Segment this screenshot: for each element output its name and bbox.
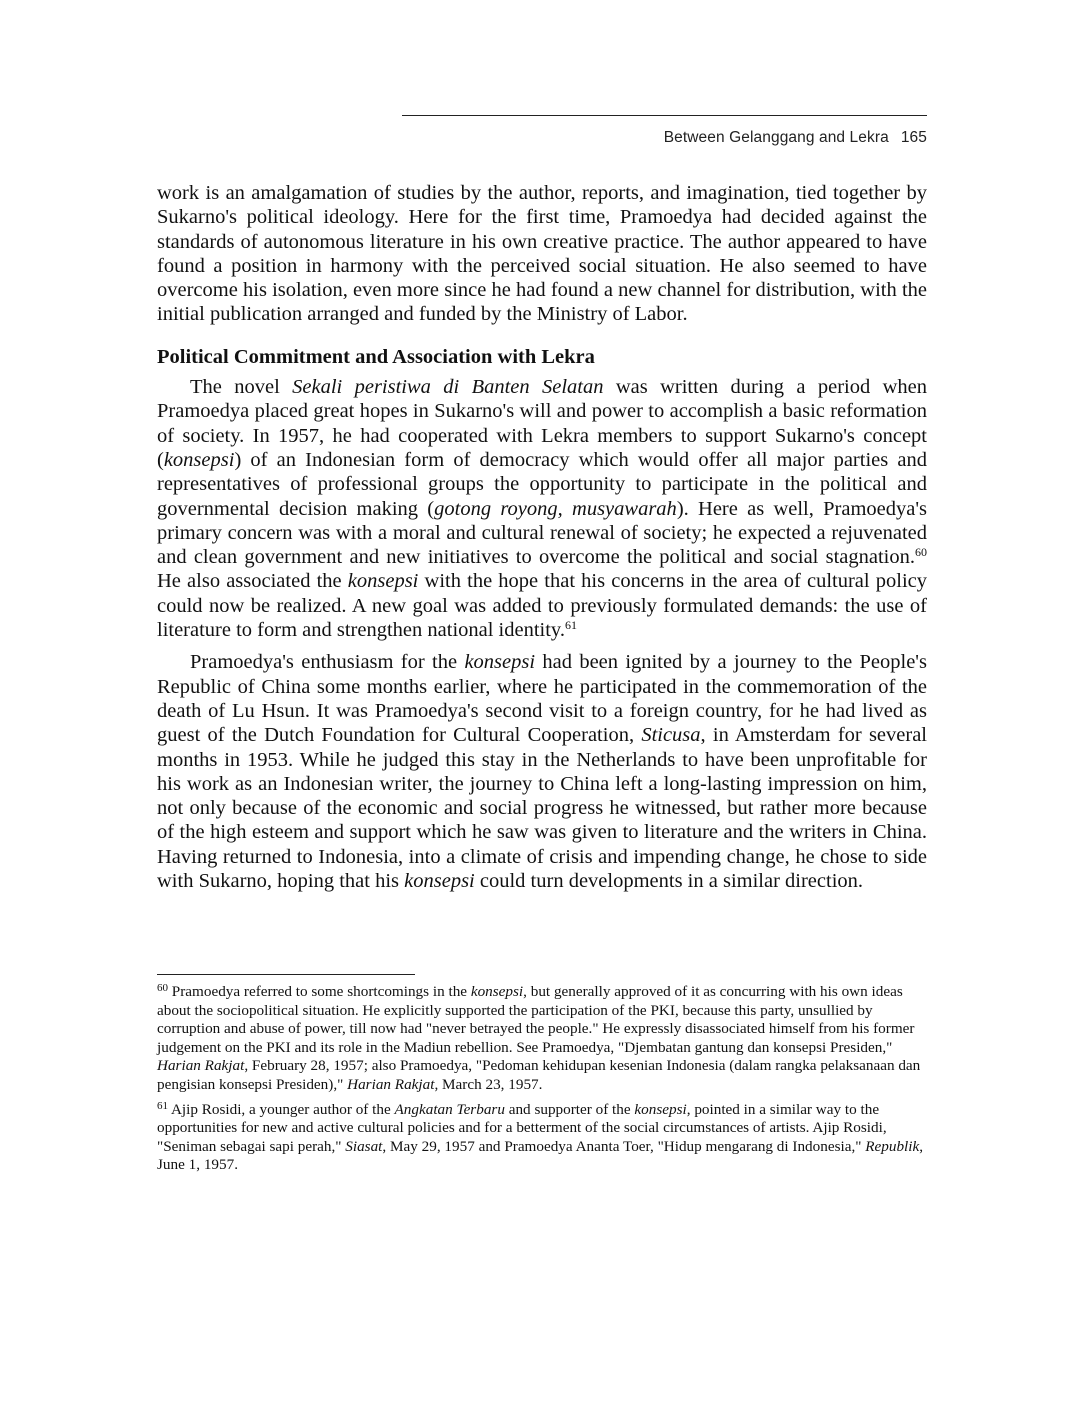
paragraph-2-text: He also associated the xyxy=(157,570,348,593)
term-konsepsi: konsepsi xyxy=(470,983,524,1000)
paragraph-2-text: ) of an Indonesian form of democracy which would offer all major parties and representatives of professional groups the opportunity to participate in the political and governmental decision making ( xyxy=(157,448,927,520)
term-konsepsi: konsepsi xyxy=(347,570,419,593)
paragraph-3-text: could turn developments in a similar direction. xyxy=(474,870,864,893)
section-heading: Political Commitment and Association with Lekra xyxy=(157,345,595,368)
footnote-text: , May 29, 1957 and Pramoedya Ananta Toer, "Hidup mengarang di Indonesia," xyxy=(382,1137,866,1155)
term-konsepsi: konsepsi xyxy=(404,870,475,893)
paragraph-2-text: with the hope that his concerns in the area of cultural policy could now be realized. A new goal was added to previously formulated demands: the use of literature to form and strengthen national identity. xyxy=(157,570,927,642)
paragraph-2-text: The novel xyxy=(190,376,293,399)
footnote-text: , March 23, 1957. xyxy=(434,1075,543,1093)
term-konsepsi: konsepsi xyxy=(634,1100,687,1118)
footnote-ref-60[interactable]: 60 xyxy=(915,545,927,560)
term-gotong-royong: gotong royong, musyawarah xyxy=(434,497,677,520)
footnote-text: , pointed in a similar way to the opportunities for new and active cultural policies and for a betterment of the social circumstances of artists. Ajip Rosidi, "Seniman sebagai sapi perah," xyxy=(157,1100,887,1155)
paragraph-2-text: was written during a period when Pramoedya placed great hopes in Sukarno's will and power to accomplish a basic reformation of society. In 1957, he had cooperated with Lekra members to support Sukarno's concept ( xyxy=(157,376,928,471)
footnotes xyxy=(157,983,927,1181)
footnote-ref-61[interactable]: 61 xyxy=(564,618,577,633)
paragraph-3 xyxy=(157,650,927,893)
paragraph-3-text: had been ignited by a journey to the People's Republic of China some months earlier, where he participated in the commemoration of the death of Lu Hsun. It was Pramoedya's second visit to a foreign country, for he had lived as guest of the Dutch Foundation for Cultural Cooperation, xyxy=(157,651,927,747)
term-sticusa: Sticusa xyxy=(641,724,701,747)
footnote-61 xyxy=(157,1101,927,1175)
footnote-text: Ajip Rosidi, a younger author of the xyxy=(168,1100,395,1118)
footnote-number: 60 xyxy=(157,982,168,994)
footnote-60 xyxy=(157,983,927,1095)
footnote-rule xyxy=(157,974,415,975)
paragraph-2 xyxy=(157,375,927,642)
paragraph-1: work is an amalgamation of studies by the author, reports, and imagination, tied together by Sukarno's political ideology. Here for the first time, Pramoedya had decided against the standards of autonomous literature in his own creative practice. The author appeared to have found a position in harmony with the perceived social situation. He also seemed to have overcome his isolation, even more since he had found a new channel for distribution, with the initial publication arranged and funded by the Ministry of Labor. xyxy=(157,182,927,326)
paragraph-3-text: , in Amsterdam for several months in 1953. While he judged this stay in the Netherlands to have been unprofitable for his work as an Indonesian writer, the journey to China left a long-lasting impression on him, not only because of the economic and social progress he witnessed, but rather more because of the high esteem and support which he saw was given to literature and the writers in China. Having returned to Indonesia, into a climate of crisis and impending change, he chose to side with Sukarno, hoping that his xyxy=(157,724,927,893)
footnote-number: 61 xyxy=(157,1099,168,1112)
page-number: 165 xyxy=(900,129,927,146)
novel-title: Sekali peristiwa di Banten Selatan xyxy=(292,376,604,399)
paragraph-2-text: ). Here as well, Pramoedya's primary concern was with a moral and cultural renewal of society; he expected a rejuvenated and clean government and new initiatives to overcome the political and social stagnation. xyxy=(157,497,928,569)
periodical-title: Republik xyxy=(865,1137,920,1155)
footnote-text: , but generally approved of it as concurring with his own ideas about the sociopolitical situation. He explicitly supported the participation of the PKI, because this party, unsullied by corruption and abuse of power, till now had "never betrayed the people." He expressly disassociated himself from his former judgement on the PKI and its role in the Madiun rebellion. See Pramoedya, "Djembatan gantung dan konsepsi Presiden," xyxy=(157,983,915,1056)
footnote-text: , February 28, 1957; also Pramoedya, "Pedoman kehidupan kesenian Indonesia (dalam rangka pelaksanaan dan pengisian konsepsi Presiden)," xyxy=(157,1057,921,1093)
body-text xyxy=(157,181,927,893)
running-head-title: Between Gelanggang and Lekra xyxy=(663,129,889,146)
term-konsepsi: konsepsi xyxy=(163,448,235,471)
running-head xyxy=(664,129,927,147)
periodical-title: Siasat xyxy=(345,1137,383,1155)
group-name: Angkatan Terbaru xyxy=(394,1100,505,1118)
footnote-text: Pramoedya referred to some shortcomings in the xyxy=(168,983,471,1000)
paragraph-3-text: Pramoedya's enthusiasm for the xyxy=(190,651,465,674)
newspaper-title: Harian Rakjat xyxy=(157,1057,245,1075)
newspaper-title: Harian Rakjat xyxy=(347,1075,435,1093)
term-konsepsi: konsepsi xyxy=(464,651,536,674)
footnote-text: , June 1, 1957. xyxy=(157,1137,924,1174)
header-rule xyxy=(402,115,927,116)
footnote-text: and supporter of the xyxy=(504,1100,635,1118)
